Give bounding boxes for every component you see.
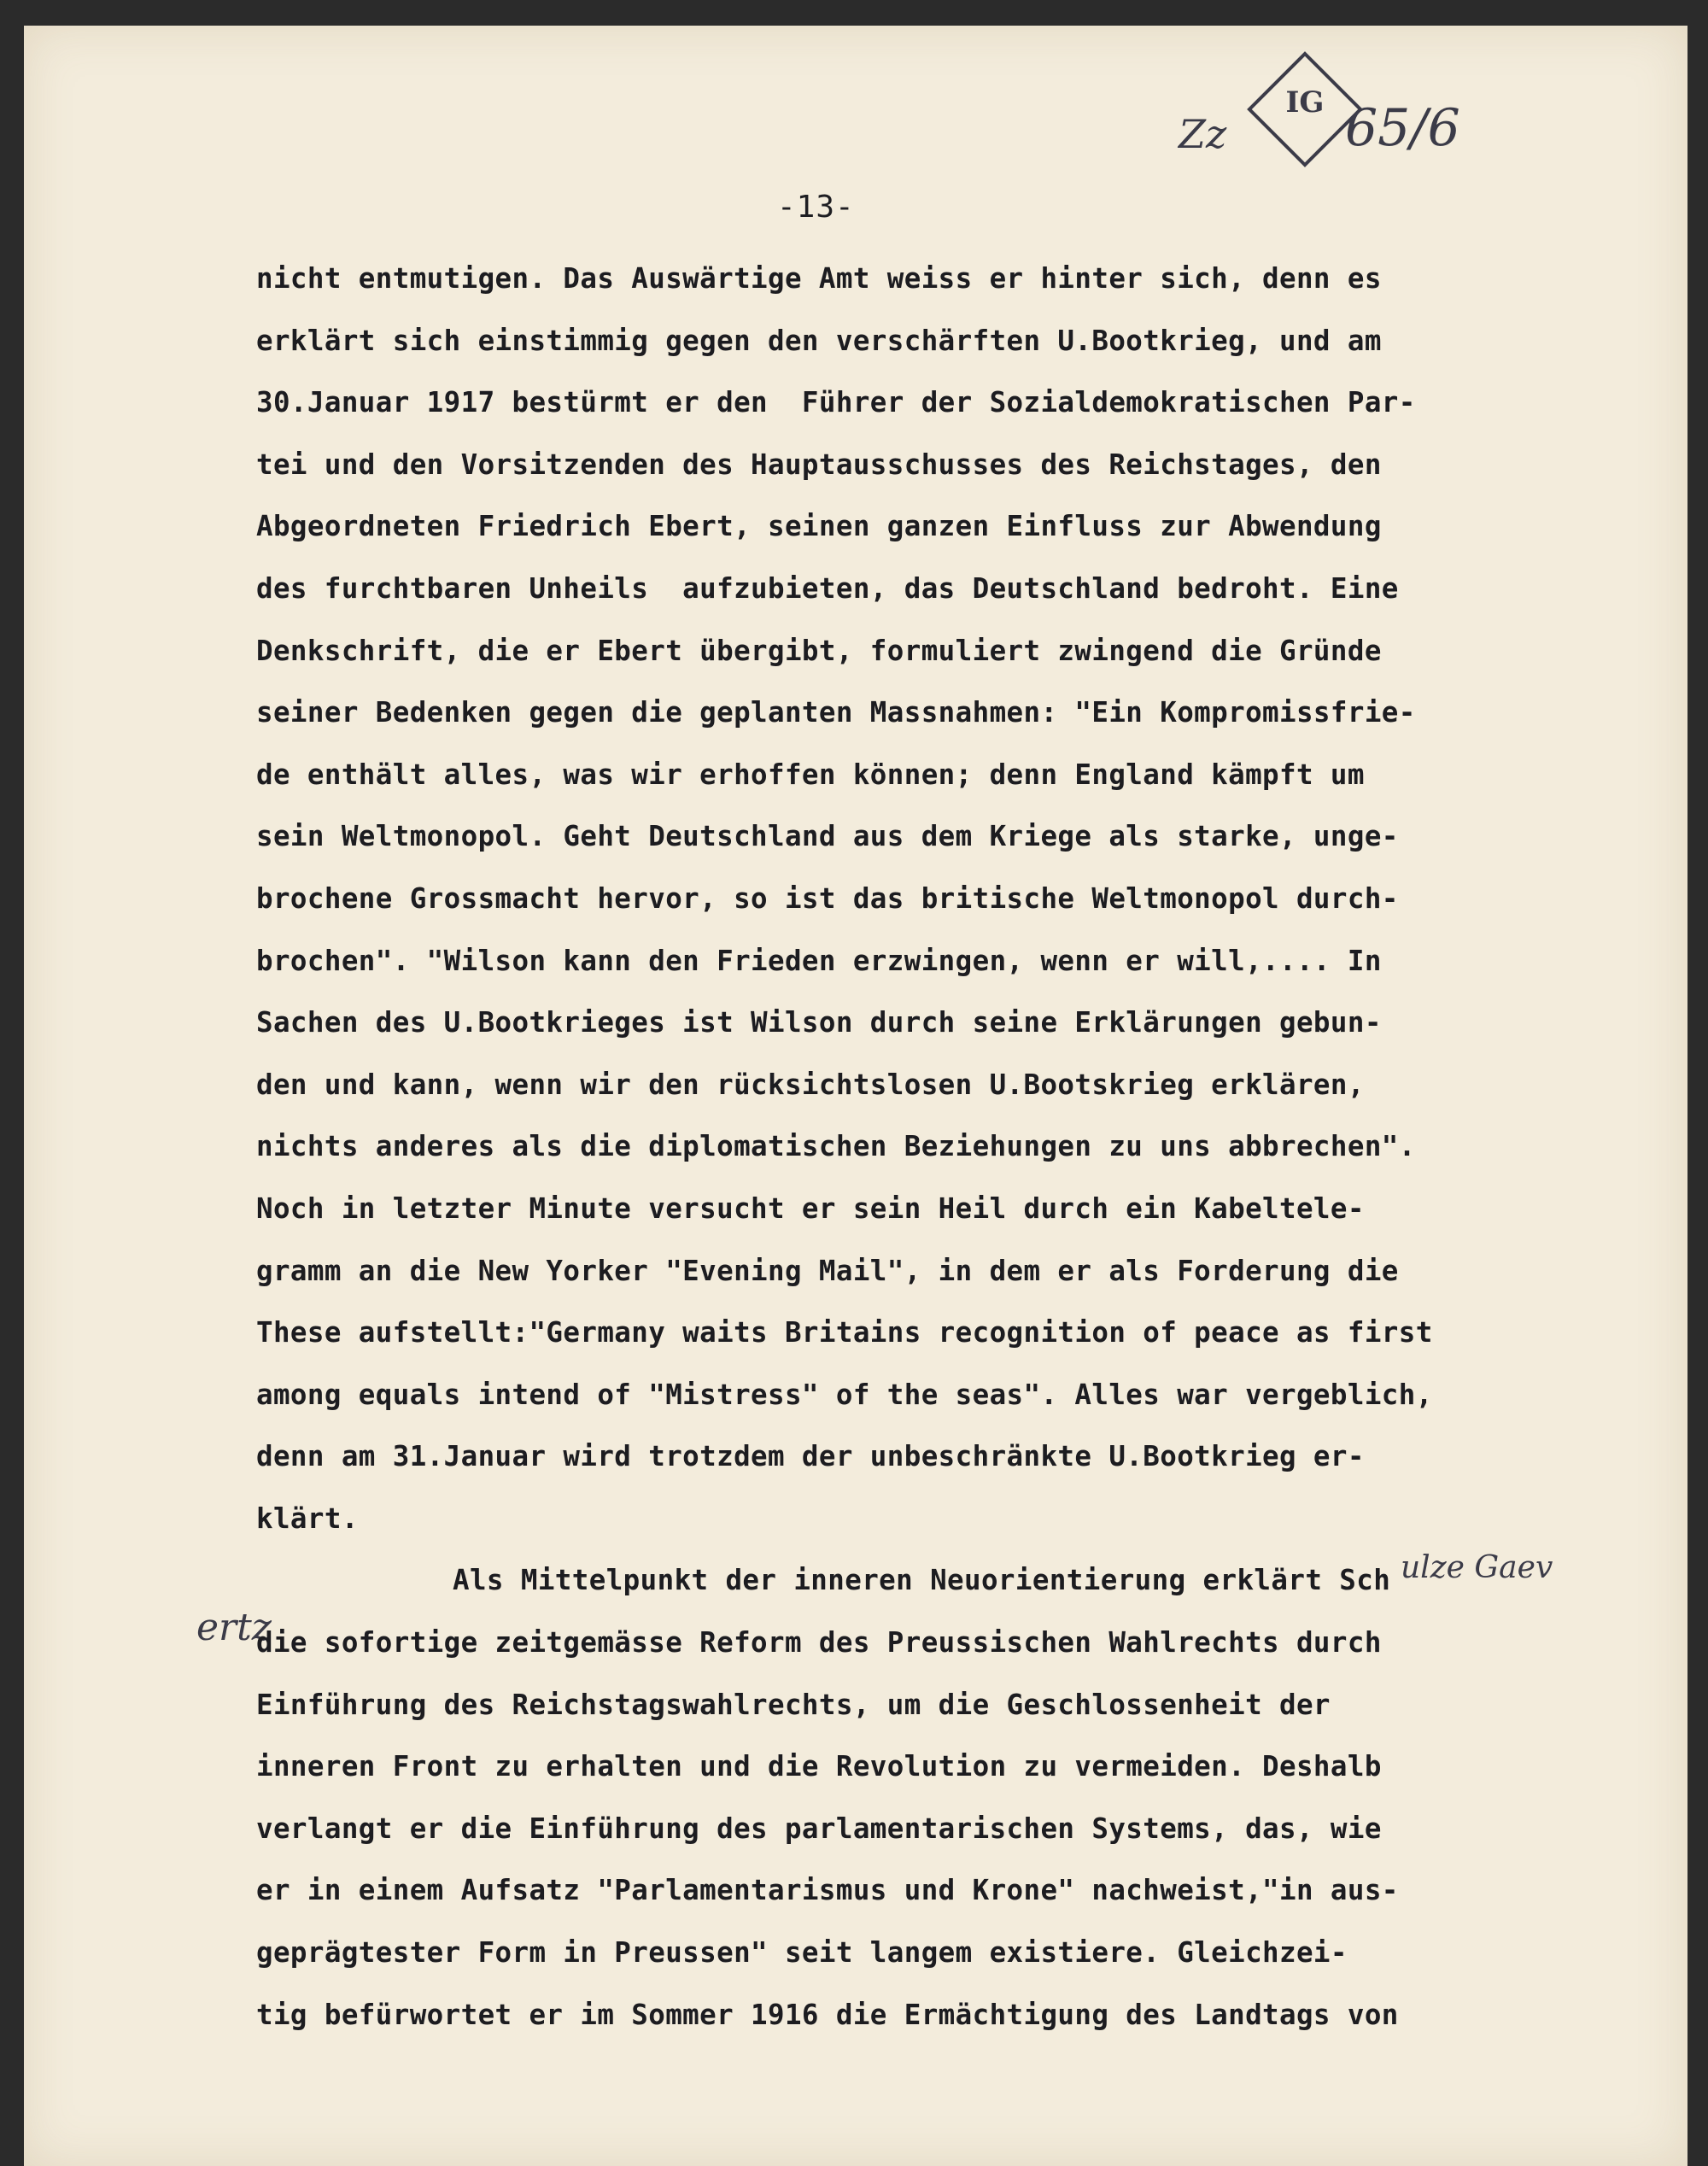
text-line: gramm an die New Yorker "Evening Mail", in dem er als Forderung die <box>256 1254 1399 1287</box>
text-line: inneren Front zu erhalten und die Revolution zu vermeiden. Deshalb <box>256 1750 1382 1783</box>
typed-body-text <box>256 248 1597 2046</box>
text-line: de enthält alles, was wir erhoffen können; denn England kämpft um <box>256 758 1365 791</box>
text-line: den und kann, wenn wir den rücksichtslosen U.Bootskrieg erklären, <box>256 1068 1365 1101</box>
text-line: sein Weltmonopol. Geht Deutschland aus dem Kriege als starke, unge- <box>256 820 1399 853</box>
text-line: nichts anderes als die diplomatischen Beziehungen zu uns abbrechen". <box>256 1130 1416 1163</box>
handwritten-reference: 65/6 <box>1345 98 1460 158</box>
text-line: Sachen des U.Bootkrieges ist Wilson durch seine Erklärungen gebun- <box>256 1006 1382 1039</box>
text-line: geprägtester Form in Preussen" seit langem existiere. Gleichzei- <box>256 1936 1348 1970</box>
text-line: Abgeordneten Friedrich Ebert, seinen ganzen Einfluss zur Abwendung <box>256 510 1382 543</box>
margin-note: ertz <box>196 1606 272 1649</box>
text-line: verlangt er die Einführung des parlamentarischen Systems, das, wie <box>256 1812 1382 1845</box>
text-line: Denkschrift, die er Ebert übergibt, formuliert zwingend die Gründe <box>256 634 1382 667</box>
text-line-paragraph-start: Als Mittelpunkt der inneren Neuorientierung erklärt Sch <box>453 1564 1391 1597</box>
text-line: nicht entmutigen. Das Auswärtige Amt weiss er hinter sich, denn es <box>256 262 1382 295</box>
page-number: -13- <box>777 190 855 225</box>
text-line: brochene Grossmacht hervor, so ist das britische Weltmonopol durch- <box>256 881 1399 915</box>
text-line: tei und den Vorsitzenden des Hauptausschusses des Reichstages, den <box>256 448 1382 481</box>
archive-stamp-text: IG <box>1285 85 1325 120</box>
text-line: brochen". "Wilson kann den Frieden erzwingen, wenn er will,.... In <box>256 944 1382 977</box>
text-line: tig befürwortet er im Sommer 1916 die Ermächtigung des Landtags von <box>256 1998 1399 2031</box>
handwritten-zz: Zz <box>1179 111 1227 157</box>
text-line: klärt. <box>256 1502 359 1535</box>
text-line: Einführung des Reichstagswahlrechts, um die Geschlossenheit der <box>256 1688 1331 1721</box>
text-line: denn am 31.Januar wird trotzdem der unbeschränkte U.Bootkrieg er- <box>256 1440 1365 1473</box>
handwritten-insertion: ulze Gaev <box>1401 1550 1553 1585</box>
text-line: Noch in letzter Minute versucht er sein Heil durch ein Kabeltele- <box>256 1191 1365 1225</box>
text-line: seiner Bedenken gegen die geplanten Massnahmen: "Ein Kompromissfrie- <box>256 696 1416 729</box>
text-line: erklärt sich einstimmig gegen den verschärften U.Bootkrieg, und am <box>256 324 1382 357</box>
text-line: among equals intend of "Mistress" of the seas". Alles war vergeblich, <box>256 1378 1433 1411</box>
text-line: er in einem Aufsatz "Parlamentarismus und Krone" nachweist,"in aus- <box>256 1874 1399 1907</box>
text-line: die sofortige zeitgemässe Reform des Preussischen Wahlrechts durch <box>256 1626 1382 1660</box>
text-line: 30.Januar 1917 bestürmt er den Führer der Sozialdemokratischen Par- <box>256 386 1416 419</box>
text-line: des furchtbaren Unheils aufzubieten, das Deutschland bedroht. Eine <box>256 571 1399 605</box>
text-line: These aufstellt:"Germany waits Britains recognition of peace as first <box>256 1316 1433 1349</box>
